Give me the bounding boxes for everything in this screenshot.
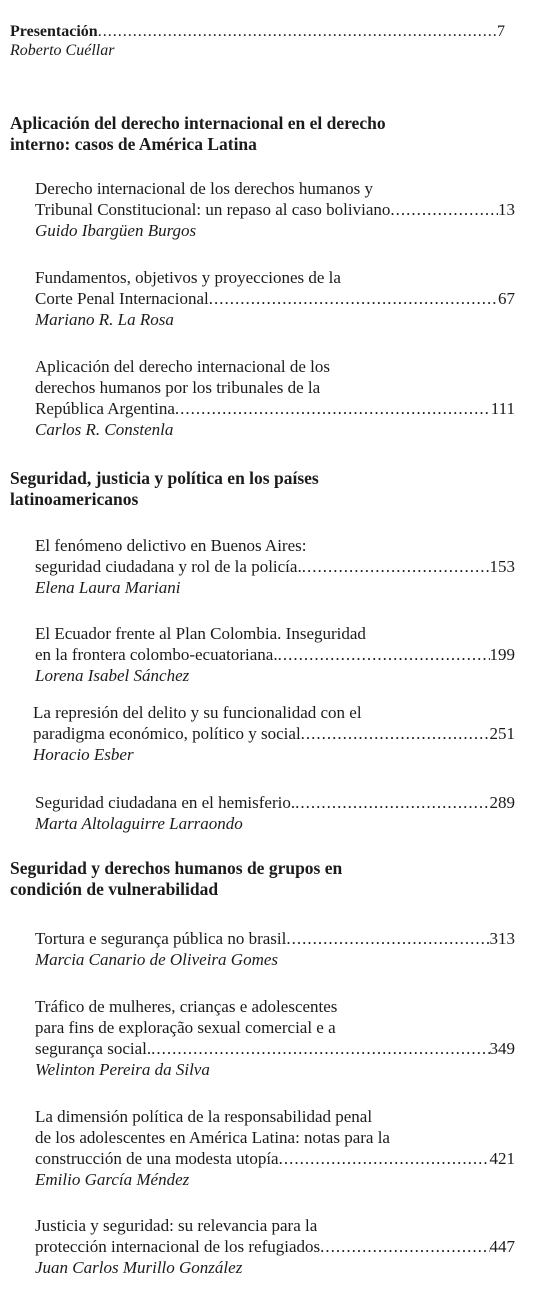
toc-entry <box>35 1106 515 1190</box>
toc-entry-author: Welinton Pereira da Silva <box>35 1060 210 1079</box>
toc-entry-title-line <box>35 199 515 220</box>
toc-page-number: 289 <box>489 793 515 812</box>
toc-entry-title-line: Tráfico de mulheres, crianças e adolescentes <box>35 997 338 1016</box>
toc-entry-title-line: Aplicación del derecho internacional de los <box>35 357 331 376</box>
toc-entry-title: Tortura e segurança pública no brasil <box>35 929 287 948</box>
toc-page-number: 349 <box>489 1039 515 1058</box>
toc-entry-author: Juan Carlos Murillo González <box>35 1258 243 1277</box>
toc-page-number: 199 <box>489 645 515 664</box>
toc-entry-title-line <box>10 22 505 41</box>
toc-entry-title-line: derechos humanos por los tribunales de la <box>35 378 321 397</box>
toc-leader-dots <box>151 1038 489 1059</box>
toc-entry-title: Corte Penal Internacional <box>35 289 209 308</box>
toc-entry <box>35 792 515 834</box>
toc-entry-title-line: La represión del delito y su funcionalidad con el <box>33 703 362 722</box>
toc-page-number: 421 <box>489 1149 515 1168</box>
toc-entry <box>35 267 515 330</box>
section-heading-line: condición de vulnerabilidad <box>10 879 219 899</box>
section-heading <box>10 468 530 510</box>
toc-entry-author: Carlos R. Constenla <box>35 420 174 439</box>
toc-entry-author: Marta Altolaguirre Larraondo <box>35 814 243 833</box>
toc-entry-title-line: Justicia y seguridad: su relevancia para la <box>35 1216 318 1235</box>
toc-entry <box>35 928 515 970</box>
toc-entry <box>35 356 515 440</box>
toc-entry-presentacion <box>10 22 505 60</box>
toc-entry-title-line: de los adolescentes en América Latina: notas para la <box>35 1128 390 1147</box>
toc-leader-dots <box>286 928 489 949</box>
toc-entry <box>35 535 515 598</box>
toc-entry-title: Tribunal Constitucional: un repaso al caso boliviano <box>35 200 391 219</box>
toc-entry-title-line: para fins de exploração sexual comercial e a <box>35 1018 336 1037</box>
toc-entry-title: seguridad ciudadana y rol de la policía. <box>35 557 302 576</box>
toc-page-number: 111 <box>490 399 515 418</box>
toc-entry-title-line: El fenómeno delictivo en Buenos Aires: <box>35 536 307 555</box>
toc-entry-title: en la frontera colombo-ecuatoriana. <box>35 645 278 664</box>
section-heading-line: Seguridad, justicia y política en los países <box>10 468 319 488</box>
section-heading <box>10 858 530 900</box>
toc-entry-title: construcción de una modesta utopía <box>35 1149 279 1168</box>
toc-entry-title: República Argentina <box>35 399 175 418</box>
toc-entry <box>35 996 515 1080</box>
section-heading-line: Seguridad y derechos humanos de grupos en <box>10 858 343 878</box>
toc-entry-title-line <box>33 723 515 744</box>
toc-leader-dots <box>320 1236 489 1257</box>
toc-entry-author: Marcia Canario de Oliveira Gomes <box>35 950 279 969</box>
section-heading <box>10 113 530 155</box>
toc-leader-dots <box>295 792 489 813</box>
section-heading-line: interno: casos de América Latina <box>10 134 257 154</box>
toc-entry-title-line <box>35 1236 515 1257</box>
toc-entry-author: Elena Laura Mariani <box>35 578 181 597</box>
toc-entry-title-line <box>35 928 515 949</box>
toc-leader-dots <box>98 22 497 41</box>
toc-entry-title-line: La dimensión política de la responsabilidad penal <box>35 1107 373 1126</box>
toc-page-number: 447 <box>489 1237 515 1256</box>
toc-entry-author: Lorena Isabel Sánchez <box>35 666 190 685</box>
toc-entry-title-line: El Ecuador frente al Plan Colombia. Inseguridad <box>35 624 366 643</box>
toc-entry-title: protección internacional de los refugiados <box>35 1237 321 1256</box>
toc-page-number: 153 <box>489 557 515 576</box>
toc-entry-title-line: Fundamentos, objetivos y proyecciones de la <box>35 268 341 287</box>
toc-leader-dots <box>390 199 498 220</box>
toc-leader-dots <box>278 644 490 665</box>
toc-entry-author: Roberto Cuéllar <box>10 42 115 59</box>
toc-entry <box>35 178 515 241</box>
toc-page-number: 313 <box>489 929 515 948</box>
toc-entry-title-line <box>35 644 515 665</box>
toc-page-number: 7 <box>497 23 505 40</box>
toc-entry-title: Seguridad ciudadana en el hemisferio. <box>35 793 296 812</box>
toc-entry <box>33 702 515 765</box>
toc-entry <box>35 1215 515 1278</box>
toc-entry-author: Guido Ibargüen Burgos <box>35 221 197 240</box>
toc-leader-dots <box>302 556 490 577</box>
toc-page-number: 67 <box>498 289 515 308</box>
toc-leader-dots <box>175 398 491 419</box>
toc-entry-title-line <box>35 288 515 309</box>
toc-entry-author: Mariano R. La Rosa <box>35 310 174 329</box>
toc-entry-title-line: Derecho internacional de los derechos humanos y <box>35 179 373 198</box>
toc-entry-author: Horacio Esber <box>33 745 134 764</box>
toc-entry-title: segurança social. <box>35 1039 152 1058</box>
toc-entry-title: paradigma económico, político y social <box>33 724 301 743</box>
section-heading-line: latinoamericanos <box>10 489 139 509</box>
toc-entry-title-line <box>35 1148 515 1169</box>
toc-entry-title-line <box>35 1038 515 1059</box>
toc-leader-dots <box>209 288 498 309</box>
toc-entry <box>35 623 515 686</box>
toc-entry-author: Emilio García Méndez <box>35 1170 190 1189</box>
toc-leader-dots <box>279 1148 490 1169</box>
toc-entry-title: Presentación <box>10 23 98 40</box>
toc-entry-title-line <box>35 556 515 577</box>
toc-entry-title-line <box>35 398 515 419</box>
toc-entry-title-line <box>35 792 515 813</box>
section-heading-line: Aplicación del derecho internacional en el derecho <box>10 113 386 133</box>
toc-page-number: 13 <box>498 200 515 219</box>
toc-page-number: 251 <box>489 724 515 743</box>
toc-leader-dots <box>301 723 490 744</box>
